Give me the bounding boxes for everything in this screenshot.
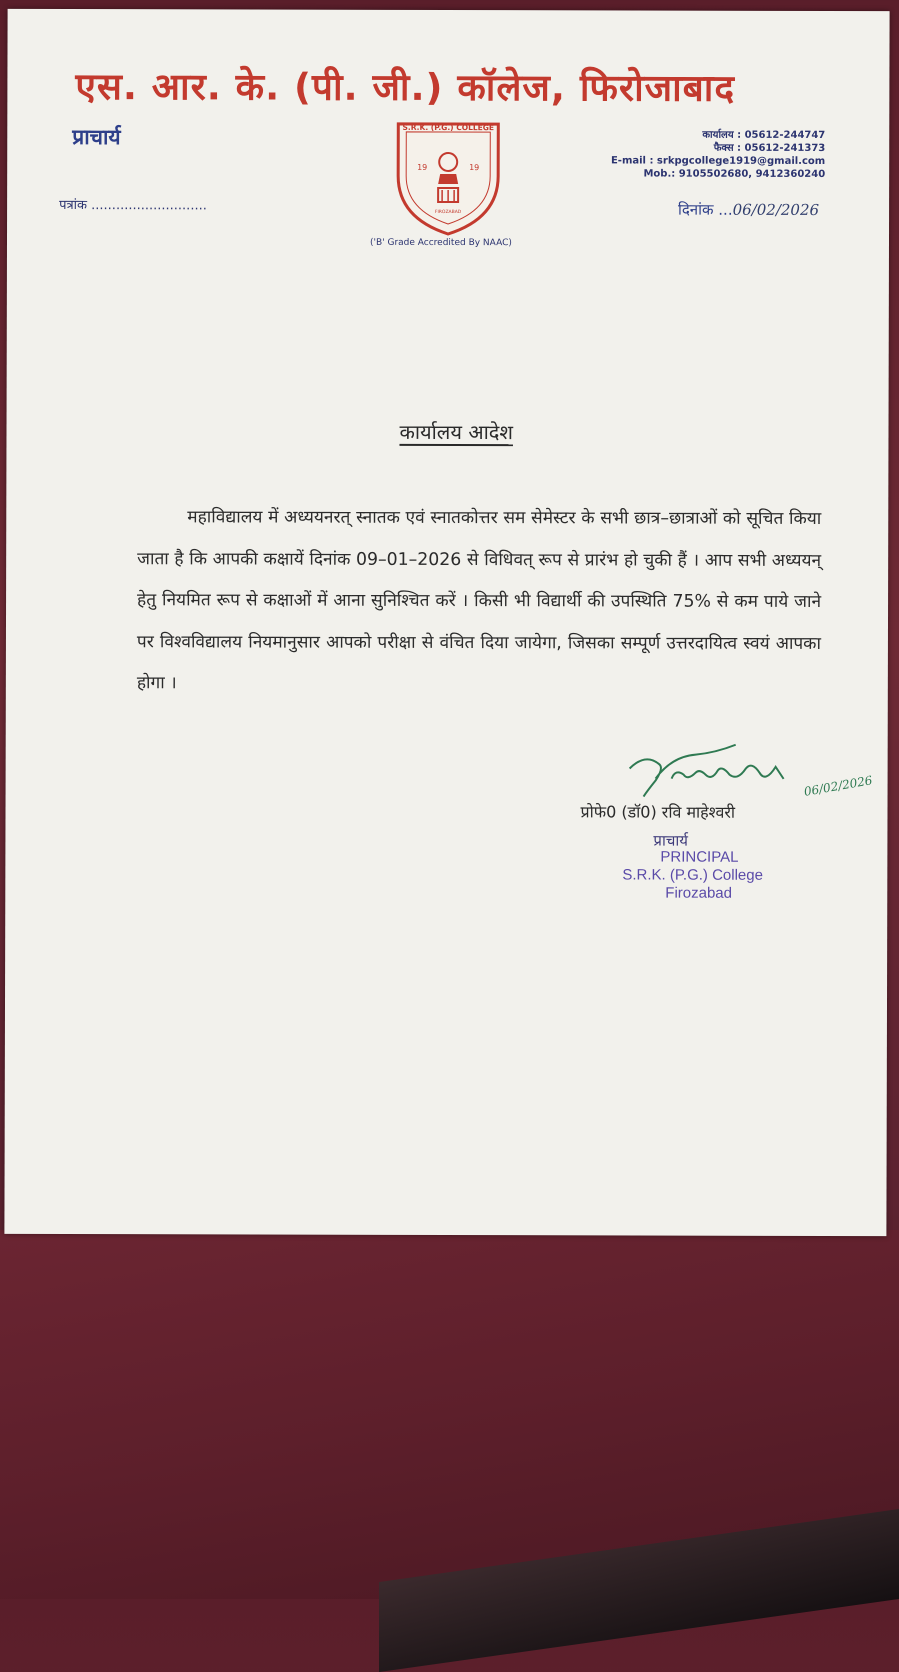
contact-block — [611, 128, 825, 181]
signatory-name: प्रोफे0 (डॉ0) रवि माहेश्वरी — [580, 802, 736, 822]
college-name: एस. आर. के. (पी. जी.) कॉलेज, फिरोजाबाद — [75, 65, 736, 110]
signature-date: 06/02/2026 — [802, 773, 874, 799]
college-logo-icon — [392, 114, 504, 238]
email-address: E-mail : srkpgcollege1919@gmail.com — [610, 155, 826, 167]
date-label: दिनांक ... — [677, 200, 733, 219]
stamp-hindi: प्राचार्य — [653, 832, 688, 850]
logo-year-left: 19 — [417, 162, 428, 172]
logo-text: S.R.K. (P.G.) COLLEGE — [402, 122, 495, 133]
stamp-line-3: Firozabad — [665, 884, 733, 902]
logo-year-right: 19 — [469, 163, 480, 173]
signature-icon — [626, 738, 796, 808]
reference-number — [59, 195, 207, 213]
reference-dots: ............................ — [91, 198, 207, 214]
letter-page — [4, 9, 889, 1236]
principal-heading: प्राचार्य — [72, 125, 121, 150]
stamp-line-1: PRINCIPAL — [660, 848, 739, 866]
naac-accreditation: ('B' Grade Accredited By NAAC) — [369, 237, 512, 249]
office-phone: कार्यालय : 05612-244747 — [702, 129, 826, 141]
stamp-line-2: S.R.K. (P.G.) College — [622, 866, 763, 884]
reference-label: पत्रांक — [59, 197, 88, 214]
date-value: 06/02/2026 — [732, 200, 820, 219]
order-body: महाविद्यालय में अध्ययनरत् स्नातक एवं स्नातकोत्तर सम सेमेस्टर के सभी छात्र–छात्राओं को सूचित किया जाता है कि आपकी कक्षायें दिनांक 09–01–2026 से विधिवत् रूप से प्रारंभ हो चुकी हैं । आप सभी अध्ययन् हेतु नियमित रूप से कक्षाओं में आना सुनिश्चित करें । किसी भी विद्यार्थी की उपस्थिति 75% से कम पाये जाने पर विश्वविद्यालय नियमानुसार आपको परीक्षा से वंचित दिया जायेगा, जिसका सम्पूर्ण उत्तरदायित्व स्वयं आपका होगा । — [136, 507, 822, 694]
fax-number: फैक्स : 05612-241373 — [713, 142, 826, 154]
mobile-numbers: Mob.: 9105502680, 9412360240 — [643, 168, 826, 180]
order-title: कार्यालय आदेश — [399, 419, 514, 445]
logo-city: FIROZABAD — [434, 209, 462, 216]
date-line — [678, 200, 819, 220]
